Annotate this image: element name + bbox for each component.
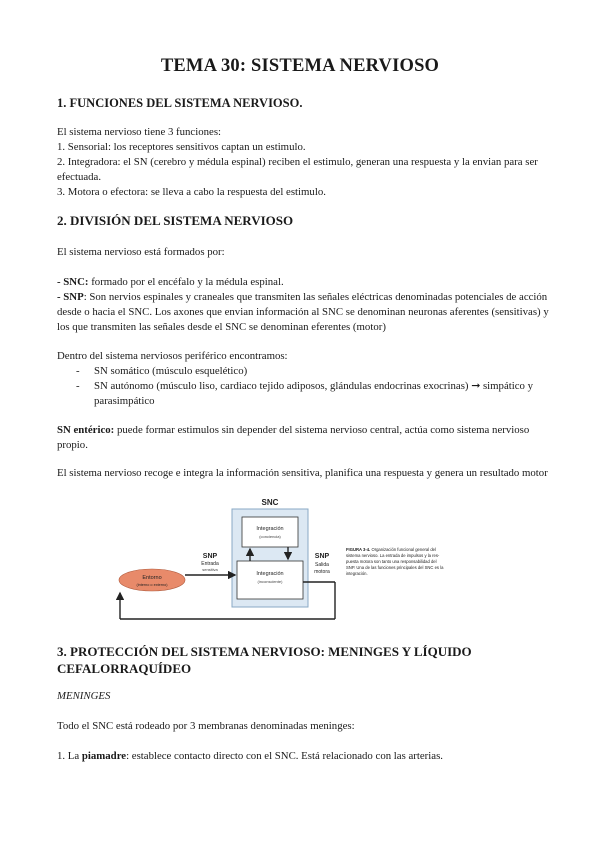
environment-sub: (interno o externo) [136,583,168,587]
figure-caption-line3: puesta motora son tanto una responsabilidad del [346,559,437,564]
snc-definition [57,275,557,290]
figure-caption-line1-text: Organización funcional general del [370,547,436,552]
bullet-autonomic-text: SN autónomo (músculo liso, cardiaco tejido adiposos, glándulas endocrinas exocrinas) ➞ simpático y parasimpático [94,380,534,407]
s1-function-1: 1. Sensorial: los receptores sensitivos captan un estimulo. [57,141,306,153]
peripheral-intro: Dentro del sistema nerviosos periférico encontramos: [57,350,288,362]
section-1-heading: 1. FUNCIONES DEL SISTEMA NERVIOSO. [57,96,303,110]
snp-right-label: SNP [314,553,330,560]
s1-function-3: 3. Motora o efectora: se lleva a cabo la respuesta del estimulo. [57,186,326,198]
bullet-somatic [76,364,546,379]
meninges-subheading: MENINGES [57,690,111,702]
snc-text: formado por el encéfalo y la médula espinal. [88,276,284,288]
piamadre-term: piamadre [81,750,127,762]
bullet-somatic-text: SN somático (músculo esquelético) [94,365,248,377]
meninges-intro: Todo el SNC está rodeado por 3 membranas denominadas meninges: [57,720,355,732]
meninges-item-1 [57,749,557,764]
snp-right-sub2: motora [314,569,330,575]
summary-paragraph: El sistema nervioso recoge e integra la información sensitiva, planifica una respuesta y genera un resultado motor [57,467,548,479]
item-1-text: : establece contacto directo con el SNC. Está relacionado con las arterias. [126,750,443,762]
snc-label: SNC [261,498,279,507]
snp-right-sub1: Salida [315,562,329,568]
item-1-number: 1. La [57,750,82,762]
bullet-dash: - [76,365,80,377]
environment-label: Entorno [142,575,162,581]
snp-term: - SNP [57,291,84,303]
enteric-paragraph [57,423,557,453]
integration-unconscious-sub: (inconsciente) [257,579,283,584]
snc-term: - SNC: [57,276,89,288]
integration-conscious-sub: (conciencia) [259,534,281,539]
section-3-heading: 3. PROTECCIÓN DEL SISTEMA NERVIOSO: MENINGES Y LÍQUIDO CEFALORRAQUÍDEO [57,644,472,676]
integration-conscious-box [242,517,298,547]
nervous-system-diagram [110,495,550,630]
bullet-autonomic [76,379,546,409]
page-title: TEMA 30: SISTEMA NERVIOSO [160,56,440,76]
snp-left-sub2: sensitiva [202,567,218,572]
s1-intro: El sistema nervioso tiene 3 funciones: [57,126,222,138]
section-2-heading: 2. DIVISIÓN DEL SISTEMA NERVIOSO [57,213,294,228]
integration-unconscious-title: Integración [256,571,284,577]
enteric-text: puede formar estimulos sin depender del sistema nervioso central, actúa como sistema nervioso propio. [57,424,530,451]
bullet-dash: - [76,380,80,392]
enteric-term: SN entérico: [57,424,115,436]
figure-caption-line1 [346,547,436,552]
figure-caption-bold: FIGURA 3-4. [346,547,371,552]
s2-intro: El sistema nervioso está formados por: [57,246,225,258]
snp-text: : Son nervios espinales y craneales que transmiten las señales eléctricas denominadas potenciales de acción desde o hacia el SNC. Los axones que envian información al SNC se denominan neuronas aferentes (sensitivas) y los que transmiten las señales desde el SNC se denominan eferentes (motor) [57,291,549,333]
s1-function-2: 2. Integradora: el SN (cerebro y médula espinal) reciben el estimulo, generan una respuesta y la envian para ser efectuada. [57,156,538,183]
snp-definition [57,290,557,335]
figure-caption-line4: SNP. Una de las funciones principales del SNC es la [346,565,444,570]
figure-caption-line2: sistema nervioso. La entrada de impulsos y la res- [346,553,440,558]
figure-caption-line5: integración. [346,571,368,576]
snp-left-sub1: Entrada [201,561,219,567]
snp-left-label: SNP [202,553,218,560]
integration-conscious-title: Integración [256,526,284,532]
